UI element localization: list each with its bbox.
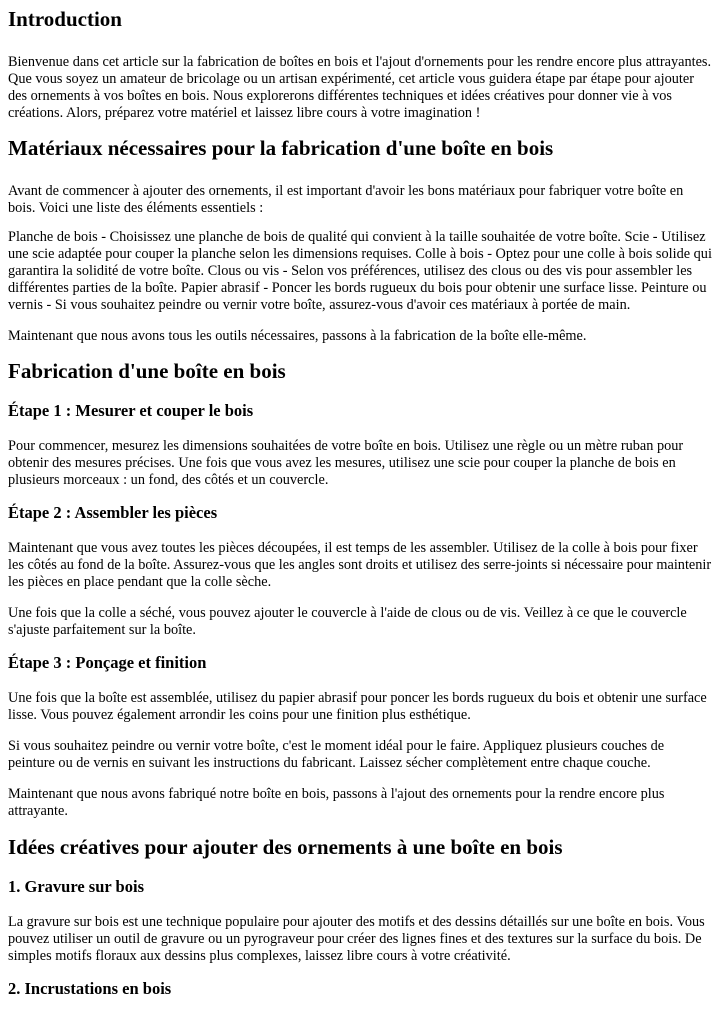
introduction-heading: Introduction bbox=[8, 7, 122, 31]
step-3-paragraph: Maintenant que nous avons fabriqué notre boîte en bois, passons à l'ajout des ornements pour la rendre encore plus attrayante. bbox=[8, 786, 665, 819]
ideas-section bbox=[8, 834, 712, 999]
introduction-section bbox=[8, 6, 712, 122]
step-3-paragraph: Si vous souhaitez peindre ou vernir votre boîte, c'est le moment idéal pour le faire. Appliquez plusieurs couches de peinture ou de vernis en suivant les instructions du fabricant. Laissez sécher complètement entre chaque couche. bbox=[8, 738, 665, 771]
step-2-paragraph: Maintenant que vous avez toutes les pièces découpées, il est temps de les assembler. Utilisez de la colle à bois pour fixer les côtés au fond de la boîte. Assurez-vous que les angles sont droits et utilisez des serre-joints si nécessaire pour maintenir les pièces en place pendant que la colle sèche. bbox=[8, 540, 712, 590]
step-3-paragraph: Une fois que la boîte est assemblée, utilisez du papier abrasif pour poncer les bords rugueux du bois et obtenir une surface lisse. Vous pouvez également arrondir les coins pour une finition plus esthétique. bbox=[8, 690, 707, 723]
materials-heading: Matériaux nécessaires pour la fabrication d'une boîte en bois bbox=[8, 136, 554, 160]
step-1-heading: Étape 1 : Mesurer et couper le bois bbox=[8, 401, 254, 420]
article-page bbox=[0, 6, 720, 999]
idea-2-heading: 2. Incrustations en bois bbox=[8, 979, 172, 998]
idea-1-paragraph: La gravure sur bois est une technique populaire pour ajouter des motifs et des dessins détaillés sur une boîte en bois. Vous pouvez utiliser un outil de gravure ou un pyrograveur pour créer des lignes fines et des textures sur la surface du bois. De simples motifs floraux aux dessins plus complexes, laissez libre cours à votre créativité. bbox=[8, 914, 705, 964]
fabrication-heading: Fabrication d'une boîte en bois bbox=[8, 359, 286, 383]
materials-section bbox=[8, 135, 712, 345]
idea-1-heading: 1. Gravure sur bois bbox=[8, 877, 144, 896]
step-2-paragraph: Une fois que la colle a séché, vous pouvez ajouter le couvercle à l'aide de clous ou de vis. Veillez à ce que le couvercle s'ajuste parfaitement sur la boîte. bbox=[8, 605, 687, 638]
step-3-heading: Étape 3 : Ponçage et finition bbox=[8, 653, 207, 672]
materials-transition-paragraph: Maintenant que nous avons tous les outils nécessaires, passons à la fabrication de la boîte elle-même. bbox=[8, 328, 587, 344]
introduction-paragraph: Bienvenue dans cet article sur la fabrication de boîtes en bois et l'ajout d'ornements pour les rendre encore plus attrayantes. Que vous soyez un amateur de bricolage ou un artisan expérimenté, cet article vous guidera étape par étape pour ajouter des ornements à vos boîtes en bois. Nous explorerons différentes techniques et idées créatives pour donner vie à vos créations. Alors, préparez votre matériel et laissez libre cours à votre imagination ! bbox=[8, 54, 712, 121]
step-2-heading: Étape 2 : Assembler les pièces bbox=[8, 503, 218, 522]
fabrication-section bbox=[8, 358, 712, 820]
materials-paragraph: Avant de commencer à ajouter des ornements, il est important d'avoir les bons matériaux pour fabriquer votre boîte en bois. Voici une liste des éléments essentiels : bbox=[8, 183, 684, 216]
ideas-heading: Idées créatives pour ajouter des ornements à une boîte en bois bbox=[8, 835, 563, 859]
step-1-paragraph: Pour commencer, mesurez les dimensions souhaitées de votre boîte en bois. Utilisez une règle ou un mètre ruban pour obtenir des mesures précises. Une fois que vous avez les mesures, utilisez une scie pour couper la planche de bois en plusieurs morceaux : un fond, des côtés et un couvercle. bbox=[8, 438, 684, 488]
materials-list-paragraph: Planche de bois - Choisissez une planche de bois de qualité qui convient à la taille souhaitée de votre boîte. Scie - Utilisez une scie adaptée pour couper la planche selon les dimensions requises. Colle à bois - Optez pour une colle à bois solide qui garantira la solidité de votre boîte. Clous ou vis - Selon vos préférences, utilisez des clous ou des vis pour assembler les différentes parties de la boîte. Papier abrasif - Poncer les bords rugueux du bois pour obtenir une surface lisse. Peinture ou vernis - Si vous souhaitez peindre ou vernir votre boîte, assurez-vous d'avoir ces matériaux à portée de main. bbox=[8, 229, 712, 313]
